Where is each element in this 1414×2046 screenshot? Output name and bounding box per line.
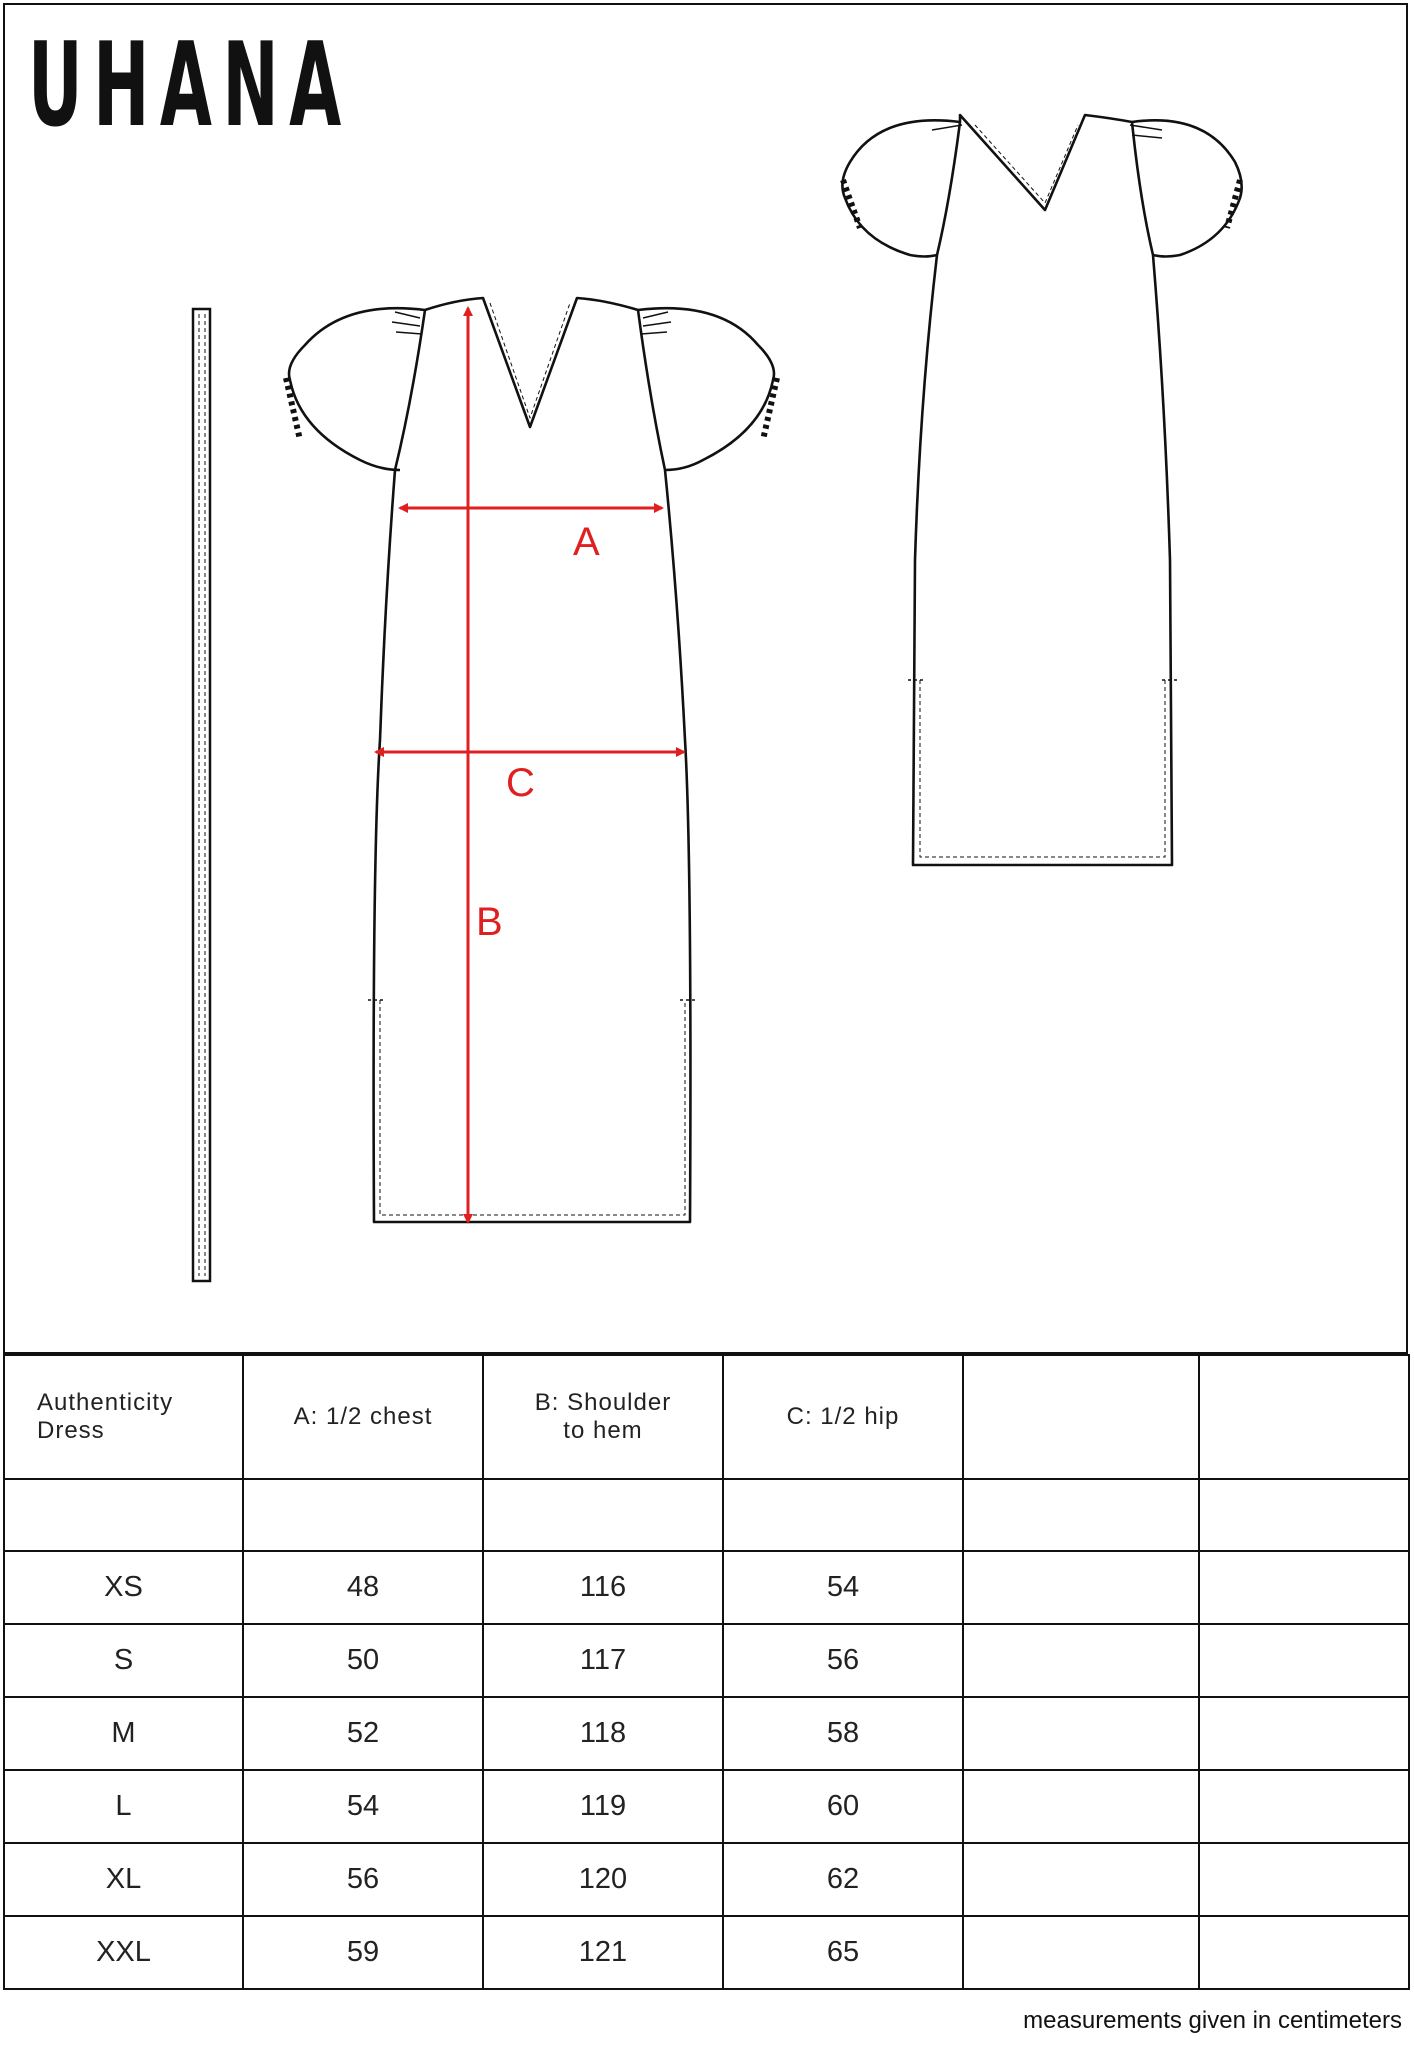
measure-a-arrow [400, 508, 662, 564]
cell-hip: 65 [723, 1916, 963, 1989]
header-product: Authenticity Dress [4, 1355, 243, 1479]
measure-b-arrow [468, 308, 503, 1222]
cell-length: 117 [483, 1624, 723, 1697]
cell-hip: 60 [723, 1770, 963, 1843]
cell-size: XL [4, 1843, 243, 1916]
table-row [4, 1551, 1409, 1624]
brand-logo: UHANA [28, 18, 352, 153]
measure-c-arrow [376, 752, 684, 805]
header-hip: C: 1/2 hip [723, 1355, 963, 1479]
cell-length: 121 [483, 1916, 723, 1989]
label-c: C [506, 761, 535, 805]
units-note: measurements given in centimeters [1023, 2007, 1402, 2034]
header-empty-2 [1199, 1355, 1409, 1479]
belt-strap [193, 309, 210, 1281]
table-row [4, 1916, 1409, 1989]
cell-size: M [4, 1697, 243, 1770]
cell-chest: 56 [243, 1843, 483, 1916]
header-chest: A: 1/2 chest [243, 1355, 483, 1479]
table-spacer-row [4, 1479, 1409, 1551]
cell-hip: 56 [723, 1624, 963, 1697]
header-empty-1 [963, 1355, 1199, 1479]
dress-front-view [286, 298, 777, 1222]
cell-length: 119 [483, 1770, 723, 1843]
header-length: B: Shoulder to hem [483, 1355, 723, 1479]
cell-chest: 59 [243, 1916, 483, 1989]
cell-hip: 54 [723, 1551, 963, 1624]
size-chart-table [3, 1354, 1410, 1990]
label-b: B [476, 900, 503, 944]
table-row [4, 1697, 1409, 1770]
cell-size: XS [4, 1551, 243, 1624]
cell-length: 120 [483, 1843, 723, 1916]
cell-chest: 48 [243, 1551, 483, 1624]
table-header-row [4, 1355, 1409, 1479]
cell-length: 116 [483, 1551, 723, 1624]
dress-back-view [842, 115, 1241, 865]
cell-chest: 54 [243, 1770, 483, 1843]
cell-size: L [4, 1770, 243, 1843]
table-row [4, 1770, 1409, 1843]
cell-size: S [4, 1624, 243, 1697]
cell-hip: 62 [723, 1843, 963, 1916]
table-row [4, 1624, 1409, 1697]
label-a: A [573, 520, 600, 564]
cell-chest: 52 [243, 1697, 483, 1770]
cell-hip: 58 [723, 1697, 963, 1770]
table-row [4, 1843, 1409, 1916]
cell-length: 118 [483, 1697, 723, 1770]
cell-size: XXL [4, 1916, 243, 1989]
cell-chest: 50 [243, 1624, 483, 1697]
